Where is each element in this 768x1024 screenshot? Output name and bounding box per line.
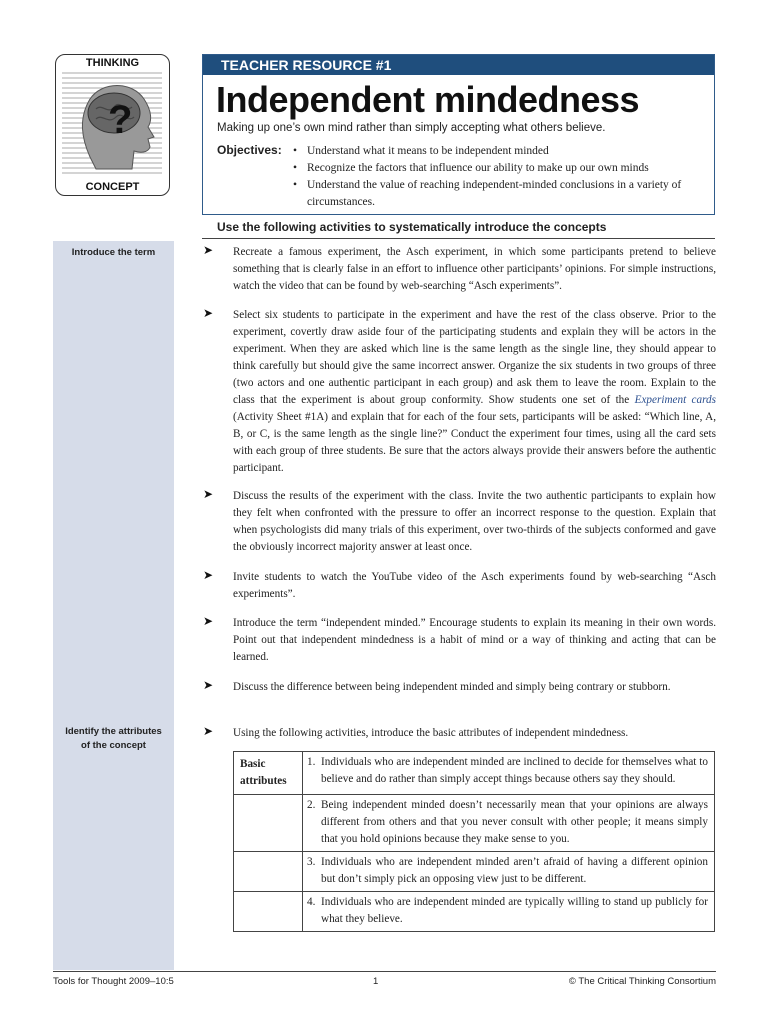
item-text: Introduce the term “independent minded.” Encourage students to explain its meaning in their own words. Point out that independent mindedness is a habit of mind or a way of thinking and acting that can be learned. (233, 617, 716, 663)
table-empty-cell (234, 892, 303, 932)
list-item (203, 307, 716, 477)
item-text-after: (Activity Sheet #1A) and explain that for each of the four sets, participants will be asked: “Which line, A, B, or C, is the same length as the single line?” Conduct the experiment four times, using all the card sets with each group of three students. Be sure that the actors always provide their answers before the authentic participant. (233, 411, 716, 474)
attributes-table (233, 751, 715, 932)
item-text: Recreate a famous experiment, the Asch experiment, in which some participants pretend to believe something that is clearly false in an effort to influence other participants’ opinions. For simple instructions, watch the video that can be found by web-searching “Asch experiments”. (233, 246, 716, 292)
objective-item: • Understand what it means to be independent minded (293, 143, 693, 160)
sidebar-label-identify (53, 725, 174, 753)
row-text: Individuals who are independent minded are inclined to decide for themselves what to believe and do rather than simply accept things because others say they should. (321, 756, 708, 785)
sidebar-label-identify-line2: of the concept (81, 740, 146, 751)
item-text: Discuss the difference between being independent minded and simply being contrary or stubborn. (233, 681, 671, 693)
row-text: Being independent minded doesn’t necessarily mean that your opinions are always different from others and that you never consult with other people; it means simply that you hold opinions because they make sense to you. (321, 799, 708, 845)
sidebar-label-introduce: Introduce the term (71, 247, 156, 258)
svg-text:?: ? (108, 98, 133, 142)
list-item (203, 725, 716, 742)
table-empty-cell (234, 795, 303, 852)
table-empty-cell (234, 852, 303, 892)
page-subtitle: Making up one’s own mind rather than simply accepting what others believe. (217, 122, 606, 134)
page-title: Independent mindedness (216, 79, 640, 120)
resource-label: TEACHER RESOURCE #1 (203, 55, 714, 75)
thinking-concept-logo (55, 54, 170, 196)
footer-divider (53, 971, 716, 972)
sidebar (53, 241, 174, 970)
row-number: 1. (307, 756, 316, 768)
table-cell (303, 795, 715, 852)
item-text-before: Select six students to participate in the experiment and have the rest of the class observe. Prior to the experiment, covertly draw aside four of the participating students and explain they will be actors in the experiment. When they are asked which line is the same length as the single line, they should appear to think carefully but should give the same incorrect answer. Organize the six students in two groups of three (two actors and one authentic participant in each group) and ask them to leave the room. Explain to the class that the experiment is about group conformity. Show students one set of the (233, 309, 716, 406)
table-row (234, 795, 715, 852)
item-text (233, 307, 716, 477)
item-text: Invite students to watch the YouTube video of the Asch experiments found by web-searching “Asch experiments”. (233, 571, 716, 600)
footer-right: © The Critical Thinking Consortium (568, 976, 716, 987)
row-number: 3. (307, 856, 316, 868)
objectives-label: Objectives: (217, 143, 282, 157)
page-number: 1 (373, 976, 379, 987)
logo-top-label: THINKING (85, 57, 140, 69)
row-text: Individuals who are independent minded aren’t afraid of having a different opinion but don’t simply pick an opposing view just to be different. (321, 856, 708, 885)
row-number: 4. (307, 896, 316, 908)
arrow-bullet-icon: ➤ (203, 243, 214, 257)
table-row (234, 892, 715, 932)
table-header-cell (234, 752, 303, 795)
table-cell (303, 752, 715, 795)
arrow-bullet-icon: ➤ (203, 678, 214, 692)
table-cell (303, 852, 715, 892)
table-header-line1: Basic (240, 758, 266, 770)
footer-left: Tools for Thought 2009–10:5 (53, 976, 174, 987)
experiment-cards-link[interactable]: Experiment cards (634, 394, 717, 406)
intro-heading: Use the following activities to systematically introduce the concepts (217, 220, 607, 234)
sidebar-label-identify-line1: Identify the attributes (65, 726, 162, 737)
item-text: Discuss the results of the experiment with the class. Invite the two authentic participants to explain how they felt when confronted with the pressure to offer an incorrect response to the question. Explain that when psychologists did many trials of this experiment, over two-thirds of the subjects conformed and gave the obviously incorrect majority answer at least once. (233, 490, 716, 553)
objective-item: • Understand the value of reaching independent-minded conclusions in a variety of circumstances. (293, 177, 693, 211)
row-text: Individuals who are independent minded are typically willing to stand up publicly for what they believe. (321, 896, 708, 925)
list-item (203, 679, 716, 696)
table-cell (303, 892, 715, 932)
item-text: Using the following activities, introduce the basic attributes of independent mindedness. (233, 727, 629, 739)
list-item (203, 569, 716, 603)
objectives-list (293, 143, 693, 211)
arrow-bullet-icon: ➤ (203, 614, 214, 628)
table-row (234, 752, 715, 795)
head-question-icon (62, 69, 162, 177)
table-header-line2: attributes (240, 775, 287, 787)
divider (202, 238, 715, 239)
arrow-bullet-icon: ➤ (203, 487, 214, 501)
logo-bottom-label: CONCEPT (85, 181, 140, 193)
arrow-bullet-icon: ➤ (203, 568, 214, 582)
list-item (203, 244, 716, 295)
list-item (203, 488, 716, 556)
objective-item: • Recognize the factors that influence our ability to make up our own minds (293, 160, 693, 177)
arrow-bullet-icon: ➤ (203, 306, 214, 320)
table-row (234, 852, 715, 892)
row-number: 2. (307, 799, 316, 811)
arrow-bullet-icon: ➤ (203, 724, 214, 738)
list-item (203, 615, 716, 666)
header-box (202, 54, 715, 215)
